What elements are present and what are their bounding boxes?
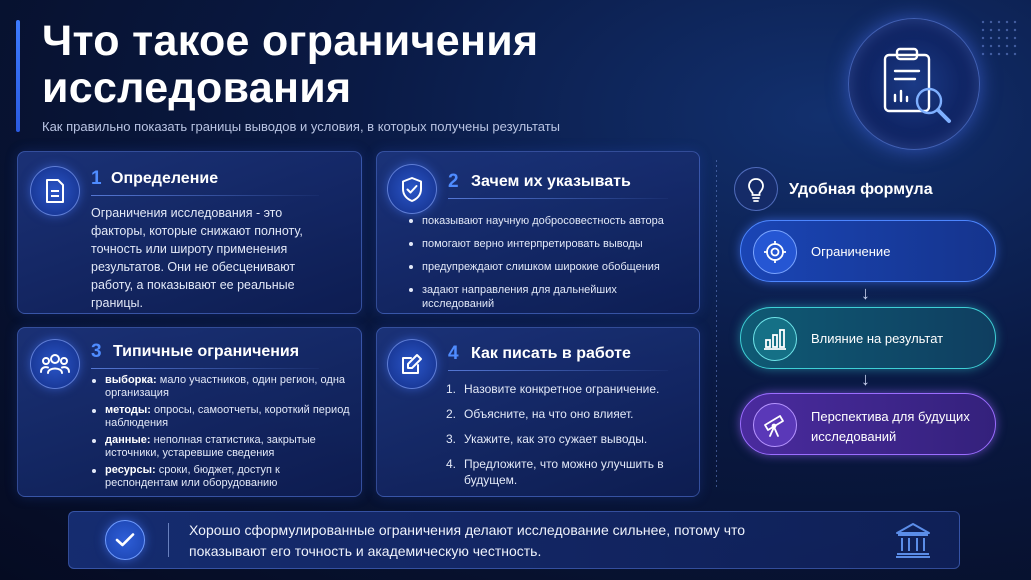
- formula-title: Удобная формула: [789, 181, 933, 198]
- formula-step-label: Ограничение: [811, 244, 891, 259]
- title-accent-bar: [16, 20, 20, 132]
- list-item: помогают верно интерпретировать выводы: [408, 237, 698, 251]
- divider: [91, 368, 319, 369]
- step-text: Предложите, что можно улучшить в будущем.: [464, 457, 664, 487]
- reasons-list: [408, 214, 698, 320]
- list-item: предупреждают слишком широкие обобщения: [408, 260, 698, 274]
- term-desc: неполная статистика, закрытые источники, устаревшие сведения: [105, 434, 316, 459]
- document-icon: [30, 166, 80, 216]
- term-desc: мало участников, один регион, одна организация: [105, 374, 346, 399]
- decorative-dots: [979, 18, 1019, 58]
- card-typical-limitations: [17, 327, 362, 497]
- divider: [168, 523, 169, 557]
- people-icon: [30, 339, 80, 389]
- card-number: 4: [448, 343, 459, 364]
- arrow-down-icon: ↓: [861, 283, 870, 303]
- steps-list: [446, 381, 686, 497]
- divider: [91, 195, 319, 196]
- list-item: [91, 404, 353, 430]
- card-definition: [17, 151, 362, 314]
- term-desc: сроки, бюджет, доступ к респондентам или оборудованию: [105, 464, 280, 489]
- divider: [448, 370, 668, 371]
- formula-step-label: Влияние на результат: [811, 331, 944, 346]
- term-desc: опросы, самоотчеты, короткий период наблюдения: [105, 404, 350, 429]
- telescope-icon: [753, 403, 797, 447]
- card-number: 1: [91, 168, 102, 189]
- step-number: 4.: [446, 457, 457, 471]
- list-item: [446, 406, 686, 422]
- formula-step-impact: [740, 307, 996, 369]
- list-item: [91, 434, 353, 460]
- card-number: 3: [91, 341, 102, 362]
- lightbulb-icon: [734, 167, 778, 211]
- limitations-list: [91, 374, 353, 494]
- divider: [448, 198, 668, 199]
- bar-chart-icon: [753, 317, 797, 361]
- list-item: [446, 456, 666, 488]
- card-title: Зачем их указывать: [471, 173, 631, 190]
- card-why: [376, 151, 700, 314]
- definition-text: Ограничения исследования - это факторы, которые снижают полноту, точность или широту применения результатов. Они не обесценивают работу, а показывают ее реальные границы.: [91, 206, 303, 310]
- list-item: показывают научную добросовестность автора: [408, 214, 698, 228]
- list-item: [446, 381, 686, 397]
- edit-icon: [387, 339, 437, 389]
- term: выборка:: [105, 374, 157, 386]
- conclusion-text: Хорошо сформулированные ограничения делают исследование сильнее, потому что показывают его точность и академическую честность.: [189, 522, 746, 559]
- list-item: задают направления для дальнейших исследований: [408, 283, 628, 311]
- term: данные:: [105, 434, 151, 446]
- term: методы:: [105, 404, 151, 416]
- list-item: [446, 431, 686, 447]
- step-number: 2.: [446, 407, 457, 421]
- step-text: Укажите, как это сужает выводы.: [464, 432, 648, 446]
- clipboard-search-icon: [848, 18, 980, 150]
- step-text: Назовите конкретное ограничение.: [464, 382, 660, 396]
- card-title: Типичные ограничения: [113, 343, 300, 360]
- page-title: Что такое ограничения исследования: [42, 17, 539, 112]
- conclusion-banner: [68, 511, 960, 569]
- term: ресурсы:: [105, 464, 156, 476]
- target-icon: [753, 230, 797, 274]
- checkmark-icon: [105, 520, 145, 560]
- step-number: 1.: [446, 382, 457, 396]
- step-text: Объясните, на что оно влияет.: [464, 407, 634, 421]
- card-how-to-write: [376, 327, 700, 497]
- formula-step-limitation: [740, 220, 996, 282]
- step-number: 3.: [446, 432, 457, 446]
- arrow-down-icon: ↓: [861, 369, 870, 389]
- shield-check-icon: [387, 164, 437, 214]
- card-number: 2: [448, 171, 459, 192]
- list-item: [91, 374, 353, 400]
- vertical-divider: [716, 160, 717, 490]
- page-subtitle: Как правильно показать границы выводов и условия, в которых получены результаты: [42, 119, 560, 134]
- list-item: [91, 464, 353, 490]
- card-title: Как писать в работе: [471, 345, 631, 362]
- formula-step-perspective: [740, 393, 996, 455]
- card-title: Определение: [111, 170, 219, 187]
- institution-icon: [895, 521, 931, 564]
- formula-step-label: Перспектива для будущих исследований: [811, 409, 970, 444]
